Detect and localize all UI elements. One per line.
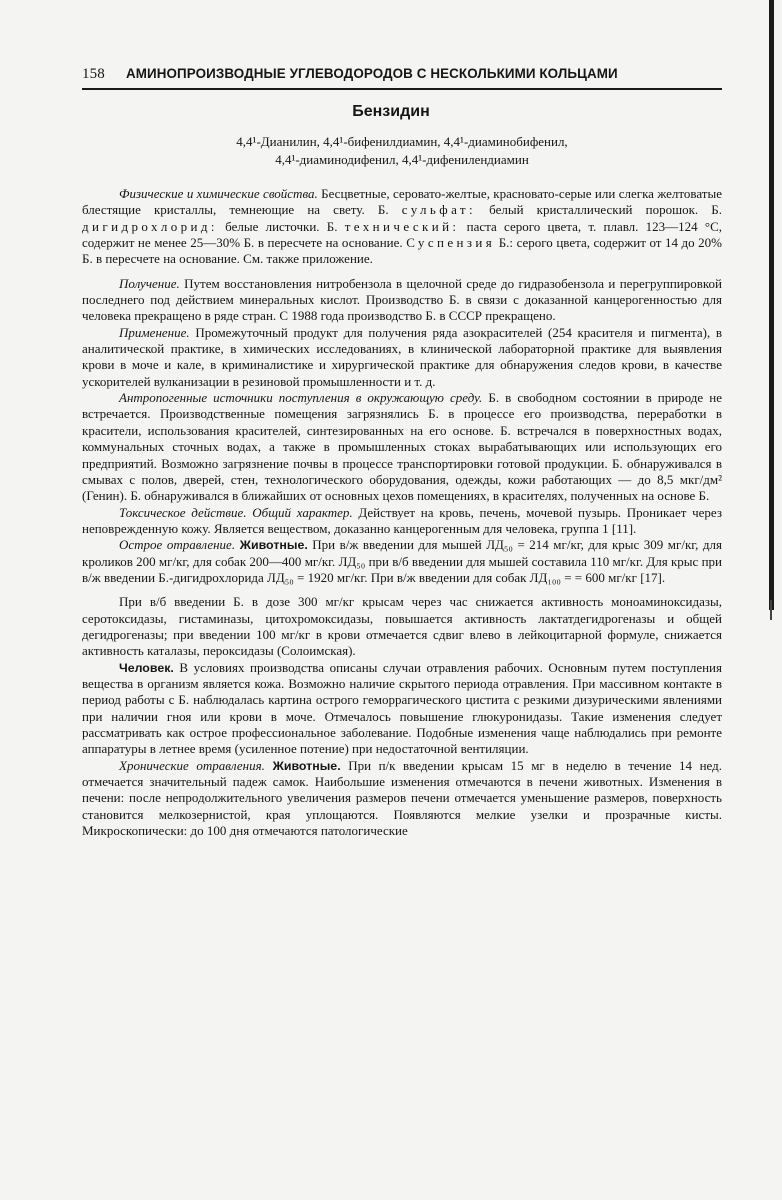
text-run: Действует на кровь, печень, мочевой пузырь. Проникает через неповрежденную кожу. Является веществом, доказанно канцерогенным для человека, группа 1 [11]. (82, 504, 722, 536)
paragraph-production (82, 276, 722, 325)
spaced-term-dihydrochloride: дигидрохлорид: (82, 218, 218, 234)
paragraph-acute-continued (82, 594, 722, 659)
page-number: 158 (82, 66, 105, 82)
article-title: Бензидин (352, 103, 430, 120)
subhead-animals-chronic: Животные. (264, 758, 341, 773)
section-lead-sources: Антропогенные источники поступления в окружающую среду. (119, 390, 483, 406)
article-body (82, 186, 722, 839)
running-header (82, 66, 722, 83)
spaced-term-sulfate: сульфат: (401, 202, 477, 218)
header-rule (82, 88, 722, 90)
text-run: белый кристаллический порошок. Б. (476, 202, 722, 218)
paragraph-properties (82, 186, 722, 268)
section-lead-acute: Острое отравление. (119, 537, 236, 553)
paragraph-toxic-action (82, 505, 722, 538)
synonyms-line-2: 4,4¹-диаминодифенил, 4,4¹-дифенилендиамин (275, 152, 529, 167)
section-lead-chronic: Хронические отравления. (119, 757, 265, 773)
text-run: Путем восстановления нитробензола в щелочной среде до гидразобензола и перегруппировкой последнего под действием минеральных кислот. Производство Б. в связи с доказанной канцерогенностью для человека прекращено в ряде стран. С 1988 года производство Б. в СССР прекращено. (82, 275, 722, 324)
section-lead-toxic-action: Токсическое действие. Общий характер. (119, 504, 353, 520)
text-run: При в/б введении Б. в дозе 300 мг/кг крысам через час снижается активность моноаминоксидазы, серотоксидазы, гистаминазы, цитохромоксидазы, повышается активность лактатдегидрогеназы и общей дегидрогеназы; при введении 100 мг/кг в крови отмечается сдвиг влево в лейкоцитарной формуле, снижается активность каталазы, пероксидазы (Солоимская). (82, 594, 722, 659)
paragraph-application (82, 325, 722, 390)
paragraph-chronic (82, 758, 722, 840)
section-lead-properties: Физические и химические свойства. (119, 186, 318, 201)
synonyms (82, 133, 722, 169)
page-edge-shadow (769, 0, 774, 610)
text-run: Бесцветные, серовато-желтые, красновато-серые или слегка желтоватые блестящие кристаллы, темнеющие на свету. Б. (82, 186, 722, 218)
section-lead-application: Применение. (119, 324, 190, 340)
paragraph-human (82, 660, 722, 758)
text-run: В условиях производства описаны случаи отравления рабочих. Основным путем поступления вещества в организм является кожа. Возможно наличие скрытого периода отравления. При массивном контакте в период работы с Б. наблюдалась картина острого геморрагического цистита с резкими дизурическими явлениями при наличии гноя или крови в моче. Отмечалось повышение глюкуронидазы. Такие изменения следует рассматривать как острое профессиональное заболевание. Подобные изменения чаще наблюдались при ремонте аппаратуры в летнее время (усиленное потение) при недостаточной вентиляции. (82, 659, 722, 757)
text-run: Б.: серого цвета, содержит от 14 до 20% Б. в пересчете на основание. См. также приложение. (82, 235, 723, 267)
running-title: АМИНОПРОИЗВОДНЫЕ УГЛЕВОДОРОДОВ С НЕСКОЛЬКИМИ КОЛЬЦАМИ (126, 66, 618, 81)
paragraph-acute-poisoning (82, 537, 722, 586)
section-lead-production: Получение. (119, 275, 180, 291)
spaced-term-technical: технический: (344, 218, 460, 234)
text-run: паста серого цвета, т. плавл. 123—124 °С, содержит не менее 25—30% Б. в пересчете на основание. (82, 218, 722, 251)
subhead-human: Человек. (119, 660, 174, 675)
text-run: белые листочки. Б. (217, 218, 345, 234)
text-run: Промежуточный продукт для получения ряда азокрасителей (254 красителя и пигмента), в аналитической практике, в химических исследованиях, в клинической лабораторной практике для выявления крови в моче и кале, в криминалистике и хирургической практике для обнаружения следов крови, в качестве ускорителей вулканизации в резиновой промышленности и т. д. (82, 324, 722, 389)
paragraph-sources (82, 390, 722, 504)
spaced-term-suspension: Суспензия (406, 235, 496, 251)
synonyms-line-1: 4,4¹-Дианилин, 4,4¹-бифенилдиамин, 4,4¹-диаминобифенил, (236, 134, 568, 149)
text-run: При в/ж введении для мышей ЛД₅₀ = 214 мг/кг, для крыс 309 мг/кг, для кроликов 200 мг/кг, для собак 200—400 мг/кг. ЛД₅₀ при в/б введении для мышей составила 110 мг/кг. Для крыс при в/ж введении Б.-дигидрохлорида ЛД₅₀ = 1920 мг/кг. При в/ж введении для собак ЛД₁₀₀ = = 600 мг/кг [17]. (82, 537, 722, 585)
text-run: Б. в свободном состоянии в природе не встречается. Производственные помещения загрязнялись Б. в процессе его производства, переработки в красители, использования красителей, синтезированных на его основе. Б. встречался в поверхностных водах, коммунальных сточных водах, а также в промышленных стоках вырабатывающих или использующих его предприятий. Возможно загрязнение почвы в процессе транспортировки готовой продукции. Б. обнаруживался в смывах с полов, дверей, стен, технологического оборудования, одежды, кожи работающих — до 8,5 мкг/дм² (Генин). Б. обнаруживался в ближайших от основных цехов помещениях, в красителях, полученных на основе Б. (82, 390, 722, 504)
page-edge-shadow-lower (770, 600, 772, 620)
subhead-animals: Животные. (235, 538, 308, 553)
text-run: При п/к введении крысам 15 мг в неделю в течение 14 нед. отмечается значительный падеж самок. Наибольшие изменения отмечаются в печени животных. Изменения в печени: после непродолжительного увеличения размеров печени отмечается уменьшение размеров, поверхность становится мелкозернистой, края уплощаются. Появляются мелкие узелки и прозрачные кисты. Микроскопически: до 100 дня отмечаются патологические (82, 757, 722, 839)
